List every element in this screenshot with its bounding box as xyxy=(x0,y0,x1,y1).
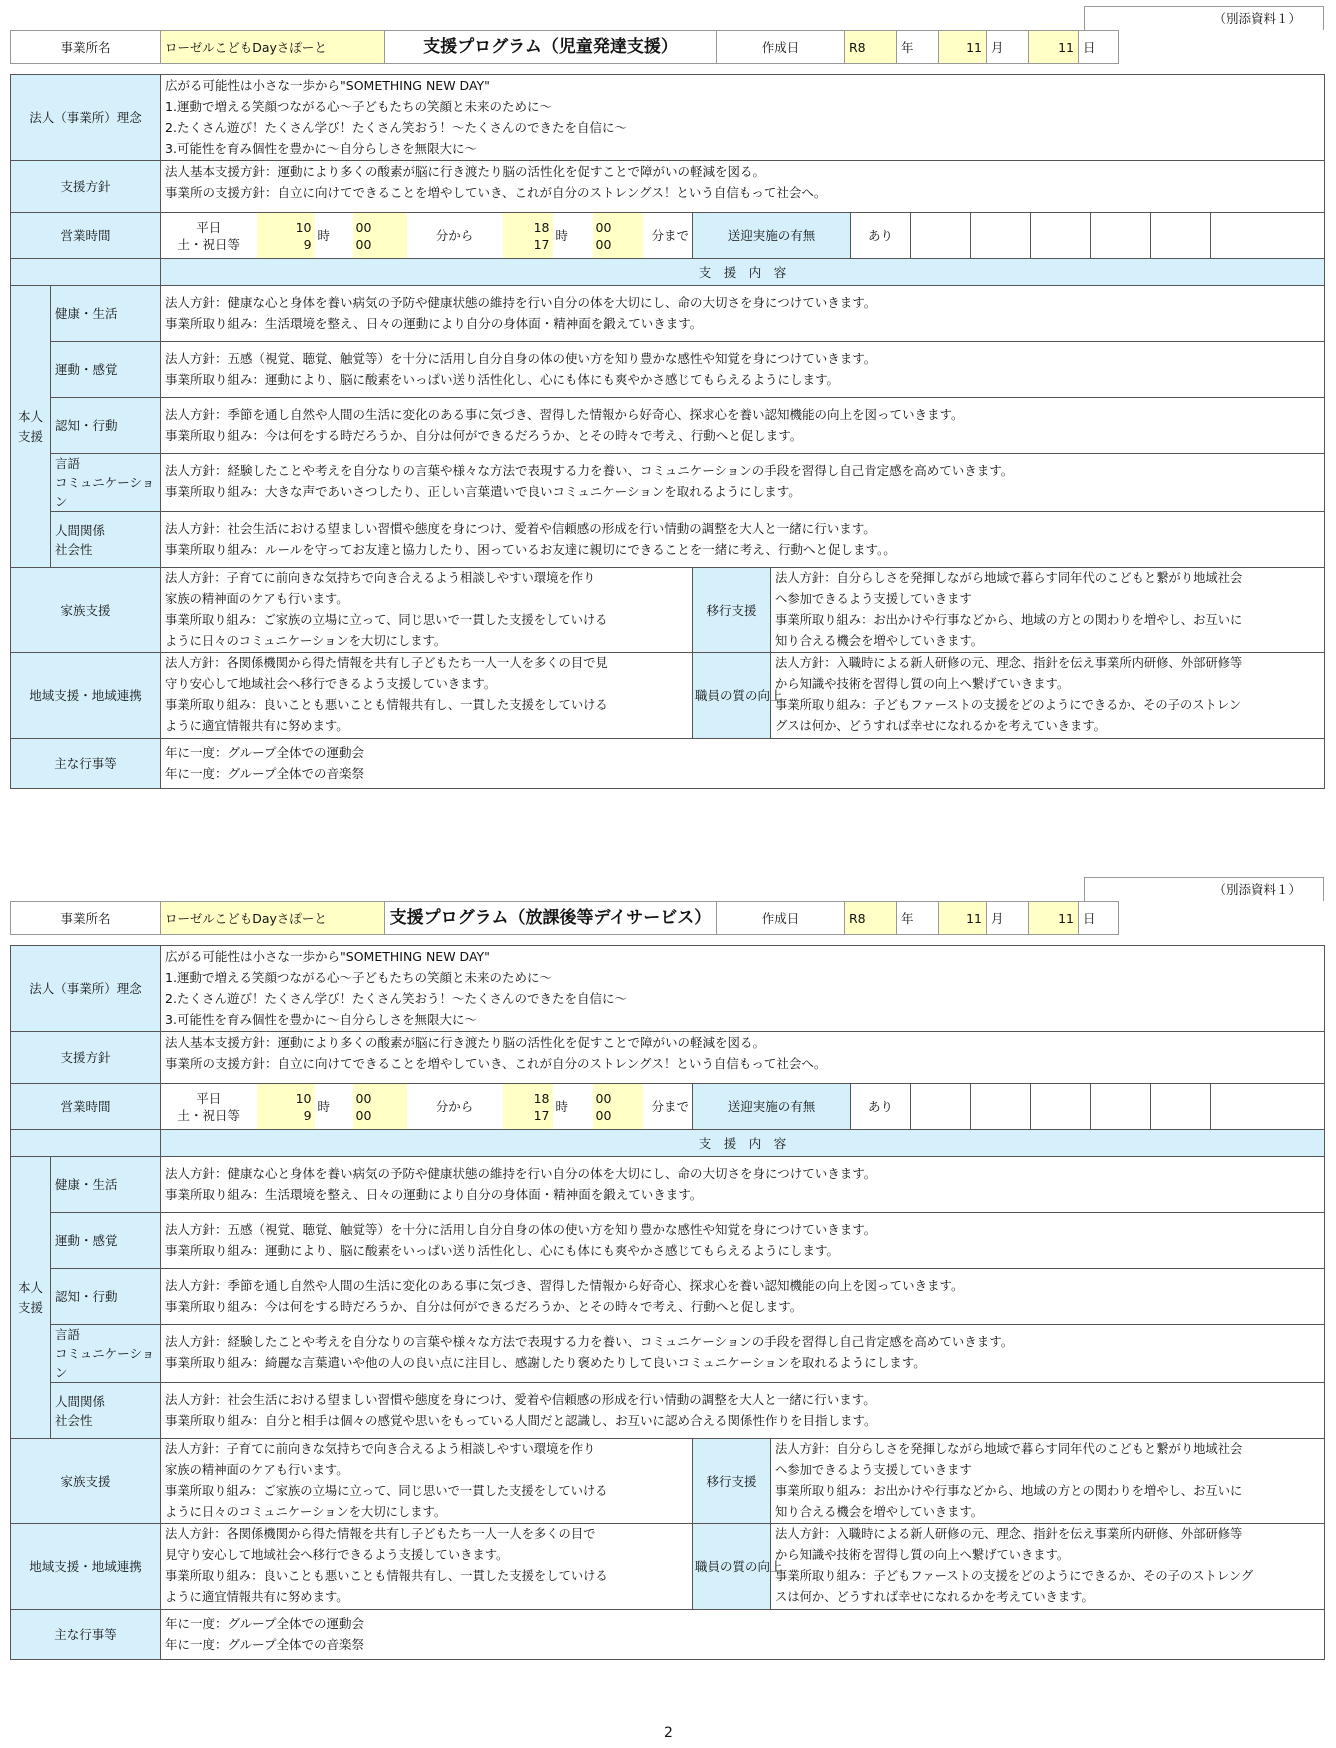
self-support-item-text xyxy=(161,1157,1325,1213)
label-line: 人間関係 xyxy=(55,1393,106,1409)
text-line: 事業所取り組み：生活環境を整え、日々の運動により自分の身体面・精神面を鍛えていきます。 xyxy=(165,1187,703,1202)
day-label: 日 xyxy=(1079,31,1119,64)
text-line: 法人方針：経験したことや考えを自分なりの言葉や様々な方法で表現する力を養い、コミュニケーションの手段を習得し自己肯定感を高めていきます。 xyxy=(165,463,1014,478)
office-label: 事業所名 xyxy=(11,902,161,935)
support-content-header: 支 援 内 容 xyxy=(161,1130,1325,1157)
text-line: 事業所取り組み：今は何をする時だろうか、自分は何ができるだろうか、とその時々で考え、行動へと促します。 xyxy=(165,1299,803,1314)
text-line: 事業所取り組み：ご家族の立場に立って、同じ思いで一貫した支援をしていける xyxy=(165,613,608,627)
label-line: 運動・感覚 xyxy=(55,1233,118,1248)
text-line: 法人方針：自分らしさを発揮しながら地域で暮らす同年代のこどもと繋がり地域社会 xyxy=(775,571,1243,585)
text-line: 事業所取り組み：子どもファーストの支援をどのようにできるか、その子のストレング xyxy=(775,1569,1254,1583)
text-line: 00 xyxy=(355,1107,372,1123)
text-line: 9 xyxy=(303,236,312,252)
day-value: 11 xyxy=(1029,902,1079,935)
staff-quality-text xyxy=(771,653,1325,739)
self-support-item-text xyxy=(161,512,1325,568)
staff-quality-text xyxy=(771,1524,1325,1610)
self-support-item-label xyxy=(51,398,161,454)
label-line: 社会性 xyxy=(55,541,93,557)
month-value: 11 xyxy=(939,31,987,64)
text-line: 法人方針：季節を通し自然や人間の生活に変化のある事に気づき、習得した情報から好奇心、探求心を養い認知機能の向上を図っていきます。 xyxy=(165,407,964,422)
self-support-item-label xyxy=(51,1213,161,1269)
page-number: 2 xyxy=(664,1725,673,1741)
text-line: 00 xyxy=(595,1090,612,1106)
start-minutes xyxy=(353,1084,407,1130)
label-line: コミュニケーション xyxy=(55,475,155,509)
events-text xyxy=(161,739,1325,789)
text-line: ように適宜情報共有に努めます。 xyxy=(165,719,349,733)
text-line: 18 xyxy=(533,1090,550,1106)
transition-support-label: 移行支援 xyxy=(693,1439,771,1524)
day-value: 11 xyxy=(1029,31,1079,64)
community-support-label: 地域支援・地域連携 xyxy=(11,1524,161,1610)
text-line: 法人方針：自分らしさを発揮しながら地域で暮らす同年代のこどもと繋がり地域社会 xyxy=(775,1442,1243,1456)
text-line: 1.運動で増える笑顔つながる心〜子どもたちの笑顔と未来のために〜 xyxy=(165,99,552,114)
staff-quality-label: 職員の質の向上 xyxy=(693,1524,771,1610)
text-line: 00 xyxy=(595,236,612,252)
text-line: 法人方針：社会生活における望ましい習慣や態度を身につけ、愛着や信頼感の形成を行い情動の調整を大人と一緒に行います。 xyxy=(165,521,876,536)
text-line: 事業所取り組み：ご家族の立場に立って、同じ思いで一貫した支援をしていける xyxy=(165,1484,608,1498)
text-line: 法人方針：健康な心と身体を養い病気の予防や健康状態の維持を行い自分の体を大切にし、命の大切さを身につけていきます。 xyxy=(165,295,877,310)
text-line: 知り合える機会を増やしていきます。 xyxy=(775,1505,984,1519)
events-label: 主な行事等 xyxy=(11,739,161,789)
text-line: 家族の精神面のケアも行います。 xyxy=(165,592,349,606)
self-support-label xyxy=(11,1157,51,1439)
philosophy-label: 法人（事業所）理念 xyxy=(11,946,161,1032)
text-line: 事業所取り組み：綺麗な言葉遣いや他の人の良い点に注目し、感謝したり褒めたりして良いコミュニケーションを取れるようにします。 xyxy=(165,1355,926,1370)
page-title: 支援プログラム（放課後等デイサービス） xyxy=(385,902,717,935)
self-support-item-label xyxy=(51,1383,161,1439)
self-support-item-text xyxy=(161,1213,1325,1269)
label-line: コミュニケーション xyxy=(55,1346,155,1380)
text-line: 00 xyxy=(595,1107,612,1123)
end-minutes xyxy=(593,213,643,259)
text-line: 法人方針：季節を通し自然や人間の生活に変化のある事に気づき、習得した情報から好奇心、探求心を養い認知機能の向上を図っていきます。 xyxy=(165,1278,964,1293)
philosophy-label: 法人（事業所）理念 xyxy=(11,75,161,161)
policy-label: 支援方針 xyxy=(11,1032,161,1084)
transport-label: 送迎実施の有無 xyxy=(693,213,851,259)
family-support-label: 家族支援 xyxy=(11,568,161,653)
transport-value: あり xyxy=(851,213,911,259)
text-line: 10 xyxy=(295,1090,312,1106)
day-label: 日 xyxy=(1079,902,1119,935)
start-hour-unit: 時 xyxy=(315,213,353,259)
text-line: 知り合える機会を増やしていきます。 xyxy=(775,634,984,648)
until-label: 分まで xyxy=(643,1084,693,1130)
policy-label: 支援方針 xyxy=(11,161,161,213)
text-line: ように適宜情報共有に努めます。 xyxy=(165,1590,349,1604)
philosophy-text xyxy=(161,946,1325,1032)
text-line: 見守り安心して地域社会へ移行できるよう支援していきます。 xyxy=(165,1548,509,1562)
self-support-item-label xyxy=(51,512,161,568)
text-line: 法人方針：社会生活における望ましい習慣や態度を身につけ、愛着や信頼感の形成を行い情動の調整を大人と一緒に行います。 xyxy=(165,1392,876,1407)
text-line: 事業所取り組み：自分と相手は個々の感覚や思いをもっている人間だと認識し、お互いに認め合える関係性作りを目指します。 xyxy=(165,1413,877,1428)
start-hours xyxy=(257,213,315,259)
text-line: 家族の精神面のケアも行います。 xyxy=(165,1463,349,1477)
text-line: 17 xyxy=(533,236,550,252)
transition-support-text xyxy=(771,1439,1325,1524)
text-line: 00 xyxy=(595,219,612,235)
text-line: 9 xyxy=(303,1107,312,1123)
events-label: 主な行事等 xyxy=(11,1610,161,1660)
text-line: から知識や技術を習得し質の向上へ繋げていきます。 xyxy=(775,677,1070,691)
staff-quality-label: 職員の質の向上 xyxy=(693,653,771,739)
month-value: 11 xyxy=(939,902,987,935)
text-line: 広がる可能性は小さな一歩から"SOMETHING NEW DAY" xyxy=(165,949,490,964)
office-name: ローゼルこどもDayさぽーと xyxy=(161,902,385,935)
text-line: 事業所の支援方針：自立に向けてできることを増やしていき、これが自分のストレングス！という自信もって社会へ。 xyxy=(165,185,827,200)
text-line: 法人方針：入職時による新人研修の元、理念、指針を伝え事業所内研修、外部研修等 xyxy=(775,656,1243,670)
text-line: 事業所取り組み：大きな声であいさつしたり、正しい言葉遣いで良いコミュニケーションを取れるようにします。 xyxy=(165,484,801,499)
self-support-label xyxy=(11,286,51,568)
self-support-item-label xyxy=(51,342,161,398)
text-line: 1.運動で増える笑顔つながる心〜子どもたちの笑顔と未来のために〜 xyxy=(165,970,552,985)
text-line: 年に一度：グループ全体での音楽祭 xyxy=(165,766,365,781)
program-table xyxy=(10,74,1325,789)
text-line: 法人方針：各関係機関から得た情報を共有し子どもたち一人一人を多くの目で見 xyxy=(165,656,608,670)
self-support-item-text xyxy=(161,1383,1325,1439)
community-support-text xyxy=(161,1524,693,1610)
text-line: 2.たくさん遊び！たくさん学び！たくさん笑おう！〜たくさんのできたを自信に〜 xyxy=(165,120,627,135)
label-line: 支援 xyxy=(17,428,43,444)
label-line: 健康・生活 xyxy=(55,1177,118,1192)
text-line: 2.たくさん遊び！たくさん学び！たくさん笑おう！〜たくさんのできたを自信に〜 xyxy=(165,991,627,1006)
text-line: 法人基本支援方針：運動により多くの酸素が脳に行き渡たり脳の活性化を促すことで障がいの軽減を図る。 xyxy=(165,1035,766,1050)
text-line: 事業所取り組み：運動により、脳に酸素をいっぱい送り活性化し、心にも体にも爽やかさ感じてもらえるようにします。 xyxy=(165,1243,840,1258)
text-line: 年に一度：グループ全体での運動会 xyxy=(165,745,365,760)
end-hours xyxy=(503,1084,553,1130)
header-table xyxy=(10,901,1325,935)
hours-day-types: 平日 土・祝日等 xyxy=(161,1084,257,1130)
self-support-item-text xyxy=(161,1325,1325,1383)
until-label: 分まで xyxy=(643,213,693,259)
month-label: 月 xyxy=(987,902,1029,935)
self-support-item-text xyxy=(161,342,1325,398)
text-line: グスは何か、どうすれば幸せになれるかを考えていきます。 xyxy=(775,719,1106,733)
text-line: 法人方針：健康な心と身体を養い病気の予防や健康状態の維持を行い自分の体を大切にし、命の大切さを身につけていきます。 xyxy=(165,1166,877,1181)
text-line: 法人方針：五感（視覚、聴覚、触覚等）を十分に活用し自分自身の体の使い方を知り豊かな感性や知覚を身につけていきます。 xyxy=(165,1222,877,1237)
end-hour-unit: 時 xyxy=(553,1084,593,1130)
text-line: 18 xyxy=(533,219,550,235)
support-content-header: 支 援 内 容 xyxy=(161,259,1325,286)
label-line: 認知・行動 xyxy=(55,1289,118,1304)
label-line: 運動・感覚 xyxy=(55,362,118,377)
text-line: 法人方針：子育てに前向きな気持ちで向き合えるよう相談しやすい環境を作り xyxy=(165,571,596,585)
text-line: ように日々のコミュニケーションを大切にします。 xyxy=(165,1505,447,1519)
text-line: 00 xyxy=(355,236,372,252)
transition-support-label: 移行支援 xyxy=(693,568,771,653)
text-line: 法人基本支援方針：運動により多くの酸素が脳に行き渡たり脳の活性化を促すことで障がいの軽減を図る。 xyxy=(165,164,766,179)
start-hour-unit: 時 xyxy=(315,1084,353,1130)
text-line: 事業所取り組み：お出かけや行事などから、地域の方との関わりを増やし、お互いに xyxy=(775,1484,1243,1498)
end-hour-unit: 時 xyxy=(553,213,593,259)
family-support-label: 家族支援 xyxy=(11,1439,161,1524)
label-line: 健康・生活 xyxy=(55,306,118,321)
text-line: 17 xyxy=(533,1107,550,1123)
text-line: 広がる可能性は小さな一歩から"SOMETHING NEW DAY" xyxy=(165,78,490,93)
label-line: 人間関係 xyxy=(55,522,106,538)
year-label: 年 xyxy=(897,902,939,935)
created-label: 作成日 xyxy=(717,31,845,64)
text-line: へ参加できるよう支援していきます xyxy=(775,592,972,606)
text-line: 法人方針：五感（視覚、聴覚、触覚等）を十分に活用し自分自身の体の使い方を知り豊かな感性や知覚を身につけていきます。 xyxy=(165,351,877,366)
text-line: 年に一度：グループ全体での運動会 xyxy=(165,1616,365,1631)
text-line: へ参加できるよう支援していきます xyxy=(775,1463,972,1477)
text-line: 3.可能性を育み個性を豊かに〜自分らしさを無限大に〜 xyxy=(165,1012,477,1027)
text-line: 事業所取り組み：良いことも悪いことも情報共有し、一貫した支援をしていける xyxy=(165,1569,608,1583)
text-line: 法人方針：入職時による新人研修の元、理念、指針を伝え事業所内研修、外部研修等 xyxy=(775,1527,1243,1541)
era-value: R8 xyxy=(845,31,897,64)
text-line: 10 xyxy=(295,219,312,235)
self-support-item-text xyxy=(161,286,1325,342)
text-line: 法人方針：経験したことや考えを自分なりの言葉や様々な方法で表現する力を養い、コミュニケーションの手段を習得し自己肯定感を高めていきます。 xyxy=(165,1334,1014,1349)
self-support-item-text xyxy=(161,1269,1325,1325)
family-support-text xyxy=(161,1439,693,1524)
label-line: 社会性 xyxy=(55,1412,93,1428)
text-line: 年に一度：グループ全体での音楽祭 xyxy=(165,1637,365,1652)
start-minutes xyxy=(353,213,407,259)
text-line: 守り安心して地域社会へ移行できるよう支援していきます。 xyxy=(165,677,497,691)
hours-day-types: 平日 土・祝日等 xyxy=(161,213,257,259)
office-label: 事業所名 xyxy=(11,31,161,64)
text-line: 00 xyxy=(355,1090,372,1106)
created-label: 作成日 xyxy=(717,902,845,935)
year-label: 年 xyxy=(897,31,939,64)
label-line: 言語 xyxy=(55,456,81,471)
events-text xyxy=(161,1610,1325,1660)
text-line: 事業所取り組み：生活環境を整え、日々の運動により自分の身体面・精神面を鍛えていきます。 xyxy=(165,316,703,331)
text-line: 事業所取り組み：子どもファーストの支援をどのようにできるか、その子のストレン xyxy=(775,698,1242,712)
text-line: 00 xyxy=(355,219,372,235)
self-support-item-label xyxy=(51,1269,161,1325)
policy-text xyxy=(161,161,1325,213)
transition-support-text xyxy=(771,568,1325,653)
month-label: 月 xyxy=(987,31,1029,64)
era-value: R8 xyxy=(845,902,897,935)
attachment-label: （別添資料１） xyxy=(1084,6,1324,30)
text-line: 事業所取り組み：ルールを守ってお友達と協力したり、困っているお友達に親切にできることを一緒に考え、行動へと促します。。 xyxy=(165,542,896,557)
philosophy-text xyxy=(161,75,1325,161)
label-line: 本人 xyxy=(17,1279,43,1295)
header-table xyxy=(10,30,1325,64)
community-support-label: 地域支援・地域連携 xyxy=(11,653,161,739)
community-support-text xyxy=(161,653,693,739)
self-support-item-text xyxy=(161,454,1325,512)
page-title: 支援プログラム（児童発達支援） xyxy=(385,31,717,64)
family-support-text xyxy=(161,568,693,653)
program-table xyxy=(10,945,1325,1660)
text-line: 法人方針：各関係機関から得た情報を共有し子どもたち一人一人を多くの目で xyxy=(165,1527,596,1541)
text-line: スは何か、どうすれば幸せになれるかを考えていきます。 xyxy=(775,1590,1094,1604)
transport-value: あり xyxy=(851,1084,911,1130)
office-name: ローゼルこどもDayさぽーと xyxy=(161,31,385,64)
end-hours xyxy=(503,213,553,259)
text-line: 3.可能性を育み個性を豊かに〜自分らしさを無限大に〜 xyxy=(165,141,477,156)
header-spacer xyxy=(11,1130,161,1157)
from-label: 分から xyxy=(407,1084,503,1130)
text-line: ように日々のコミュニケーションを大切にします。 xyxy=(165,634,447,648)
start-hours xyxy=(257,1084,315,1130)
transport-label: 送迎実施の有無 xyxy=(693,1084,851,1130)
text-line: 事業所取り組み：お出かけや行事などから、地域の方との関わりを増やし、お互いに xyxy=(775,613,1243,627)
text-line: 事業所の支援方針：自立に向けてできることを増やしていき、これが自分のストレングス！という自信もって社会へ。 xyxy=(165,1056,827,1071)
label-line: 言語 xyxy=(55,1327,81,1342)
header-spacer xyxy=(11,259,161,286)
end-minutes xyxy=(593,1084,643,1130)
text-line: 事業所取り組み：運動により、脳に酸素をいっぱい送り活性化し、心にも体にも爽やかさ感じてもらえるようにします。 xyxy=(165,372,840,387)
text-line: 法人方針：子育てに前向きな気持ちで向き合えるよう相談しやすい環境を作り xyxy=(165,1442,596,1456)
text-line: から知識や技術を習得し質の向上へ繋げていきます。 xyxy=(775,1548,1070,1562)
from-label: 分から xyxy=(407,213,503,259)
label-line: 本人 xyxy=(17,408,43,424)
self-support-item-text xyxy=(161,398,1325,454)
hours-label: 営業時間 xyxy=(11,1084,161,1130)
self-support-item-label xyxy=(51,1325,161,1383)
self-support-item-label xyxy=(51,286,161,342)
policy-text xyxy=(161,1032,1325,1084)
self-support-item-label xyxy=(51,454,161,512)
hours-label: 営業時間 xyxy=(11,213,161,259)
self-support-item-label xyxy=(51,1157,161,1213)
label-line: 認知・行動 xyxy=(55,418,118,433)
label-line: 支援 xyxy=(17,1299,43,1315)
attachment-label: （別添資料１） xyxy=(1084,877,1324,901)
text-line: 事業所取り組み：今は何をする時だろうか、自分は何ができるだろうか、とその時々で考え、行動へと促します。 xyxy=(165,428,803,443)
text-line: 事業所取り組み：良いことも悪いことも情報共有し、一貫した支援をしていける xyxy=(165,698,608,712)
